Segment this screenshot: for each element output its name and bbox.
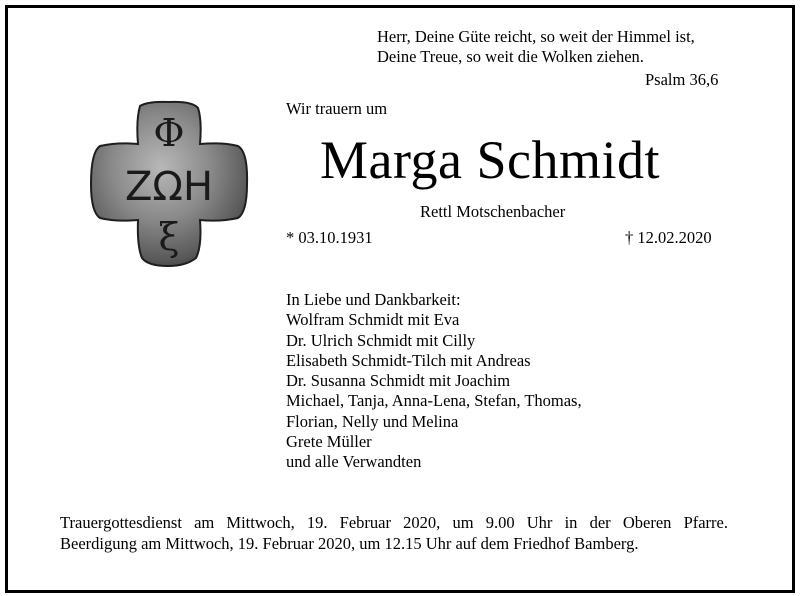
service-line-1: Trauergottesdienst am Mittwoch, 19. Februar 2020, um 9.00 Uhr in der Oberen Pfarre.: [60, 513, 728, 532]
cross-letter-phi: Φ: [153, 111, 185, 155]
death-date: † 12.02.2020: [625, 228, 712, 247]
deceased-name: Marga Schmidt: [320, 130, 660, 190]
mourner-line: und alle Verwandten: [286, 452, 422, 472]
cross-letters-zoe: ΖΩΗ: [124, 164, 214, 210]
greek-cross-phi-zoe-icon: [88, 100, 250, 268]
birth-name: Rettl Motschenbacher: [420, 202, 566, 221]
mourner-line: Elisabeth Schmidt-Tilch mit Andreas: [286, 350, 531, 370]
quote-line-2: Deine Treue, so weit die Wolken ziehen.: [377, 47, 644, 66]
quote-line-1: Herr, Deine Güte reicht, so weit der Himmel ist,: [377, 27, 695, 46]
birth-date: * 03.10.1931: [286, 228, 373, 247]
cross-letter-xi: ξ: [158, 215, 180, 259]
service-line-2: Beerdigung am Mittwoch, 19. Februar 2020, um 12.15 Uhr auf dem Friedhof Bamberg.: [60, 533, 639, 553]
mourner-line: Michael, Tanja, Anna-Lena, Stefan, Thomas,: [286, 391, 582, 411]
mourners-list: [286, 290, 582, 473]
mourner-line: Dr. Ulrich Schmidt mit Cilly: [286, 330, 476, 350]
mourner-line: Florian, Nelly und Melina: [286, 411, 459, 431]
mourner-line: In Liebe und Dankbarkeit:: [286, 290, 461, 309]
intro-text: Wir trauern um: [286, 99, 388, 118]
mourner-line: Dr. Susanna Schmidt mit Joachim: [286, 371, 511, 391]
service-info: [60, 513, 728, 554]
bible-quote: [377, 27, 695, 67]
mourner-line: Grete Müller: [286, 432, 372, 452]
mourner-line: Wolfram Schmidt mit Eva: [286, 310, 460, 330]
quote-source: Psalm 36,6: [645, 70, 719, 89]
